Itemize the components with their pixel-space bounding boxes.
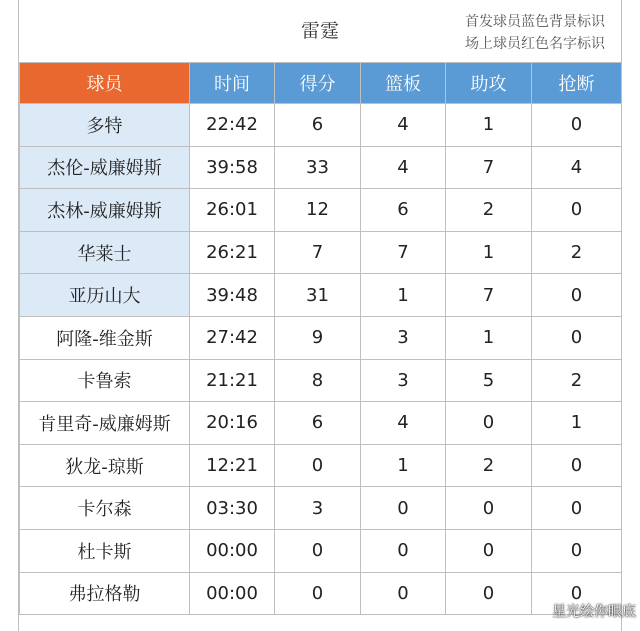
steals-cell: 2 (532, 231, 622, 274)
assists-cell: 1 (446, 104, 532, 147)
column-header-player: 球员 (20, 63, 190, 104)
steals-cell: 0 (532, 529, 622, 572)
table-row (20, 359, 622, 402)
box-score-table (19, 62, 622, 615)
time-cell: 26:01 (190, 189, 275, 232)
table-row (20, 146, 622, 189)
time-cell: 03:30 (190, 487, 275, 530)
steals-cell: 0 (532, 316, 622, 359)
player-name-cell: 卡鲁索 (20, 359, 190, 402)
time-cell: 22:42 (190, 104, 275, 147)
table-row (20, 231, 622, 274)
time-cell: 21:21 (190, 359, 275, 402)
assists-cell: 1 (446, 316, 532, 359)
assists-cell: 0 (446, 487, 532, 530)
assists-cell: 2 (446, 444, 532, 487)
player-name-cell: 卡尔森 (20, 487, 190, 530)
points-cell: 6 (275, 104, 361, 147)
time-cell: 26:21 (190, 231, 275, 274)
steals-cell: 0 (532, 189, 622, 232)
player-name-cell: 弗拉格勒 (20, 572, 190, 615)
steals-cell: 0 (532, 274, 622, 317)
rebounds-cell: 7 (361, 231, 446, 274)
table-row (20, 189, 622, 232)
rebounds-cell: 0 (361, 529, 446, 572)
rebounds-cell: 3 (361, 316, 446, 359)
table-row (20, 402, 622, 445)
column-header-assists: 助攻 (446, 63, 532, 104)
rebounds-cell: 6 (361, 189, 446, 232)
player-name-cell: 华莱士 (20, 231, 190, 274)
on-court-legend-note: 场上球员红色名字标识 (465, 36, 605, 52)
rebounds-cell: 0 (361, 487, 446, 530)
table-row (20, 572, 622, 615)
points-cell: 0 (275, 529, 361, 572)
points-cell: 8 (275, 359, 361, 402)
assists-cell: 7 (446, 146, 532, 189)
time-cell: 39:58 (190, 146, 275, 189)
watermark: 星光绘你眼底 (552, 604, 636, 620)
column-header-steals: 抢断 (532, 63, 622, 104)
points-cell: 0 (275, 572, 361, 615)
assists-cell: 1 (446, 231, 532, 274)
table-row (20, 444, 622, 487)
table-row (20, 316, 622, 359)
column-header-time: 时间 (190, 63, 275, 104)
steals-cell: 0 (532, 444, 622, 487)
rebounds-cell: 4 (361, 402, 446, 445)
player-name-cell: 肯里奇-威廉姆斯 (20, 402, 190, 445)
points-cell: 0 (275, 444, 361, 487)
points-cell: 9 (275, 316, 361, 359)
steals-cell: 0 (532, 487, 622, 530)
player-name-cell: 杰伦-威廉姆斯 (20, 146, 190, 189)
points-cell: 31 (275, 274, 361, 317)
table-row (20, 274, 622, 317)
assists-cell: 5 (446, 359, 532, 402)
table-row (20, 104, 622, 147)
time-cell: 00:00 (190, 572, 275, 615)
player-name-cell: 杰林-威廉姆斯 (20, 189, 190, 232)
time-cell: 27:42 (190, 316, 275, 359)
rebounds-cell: 4 (361, 104, 446, 147)
points-cell: 7 (275, 231, 361, 274)
assists-cell: 0 (446, 529, 532, 572)
assists-cell: 0 (446, 402, 532, 445)
assists-cell: 7 (446, 274, 532, 317)
table-header-band (19, 0, 621, 63)
column-header-points: 得分 (275, 63, 361, 104)
time-cell: 00:00 (190, 529, 275, 572)
player-name-cell: 亚历山大 (20, 274, 190, 317)
points-cell: 12 (275, 189, 361, 232)
player-name-cell: 多特 (20, 104, 190, 147)
table-row (20, 529, 622, 572)
table-row (20, 487, 622, 530)
rebounds-cell: 3 (361, 359, 446, 402)
team-name: 雷霆 (300, 20, 339, 42)
time-cell: 39:48 (190, 274, 275, 317)
steals-cell: 2 (532, 359, 622, 402)
steals-cell: 0 (532, 572, 622, 615)
player-name-cell: 阿隆-维金斯 (20, 316, 190, 359)
column-header-rebounds: 篮板 (361, 63, 446, 104)
time-cell: 12:21 (190, 444, 275, 487)
steals-cell: 0 (532, 104, 622, 147)
rebounds-cell: 0 (361, 572, 446, 615)
player-name-cell: 狄龙-琼斯 (20, 444, 190, 487)
rebounds-cell: 1 (361, 444, 446, 487)
time-cell: 20:16 (190, 402, 275, 445)
starter-legend-note: 首发球员蓝色背景标识 (465, 14, 605, 30)
points-cell: 6 (275, 402, 361, 445)
stats-card (18, 0, 622, 631)
steals-cell: 1 (532, 402, 622, 445)
rebounds-cell: 4 (361, 146, 446, 189)
points-cell: 33 (275, 146, 361, 189)
assists-cell: 0 (446, 572, 532, 615)
column-header-row (20, 63, 622, 104)
player-name-cell: 杜卡斯 (20, 529, 190, 572)
steals-cell: 4 (532, 146, 622, 189)
assists-cell: 2 (446, 189, 532, 232)
points-cell: 3 (275, 487, 361, 530)
rebounds-cell: 1 (361, 274, 446, 317)
